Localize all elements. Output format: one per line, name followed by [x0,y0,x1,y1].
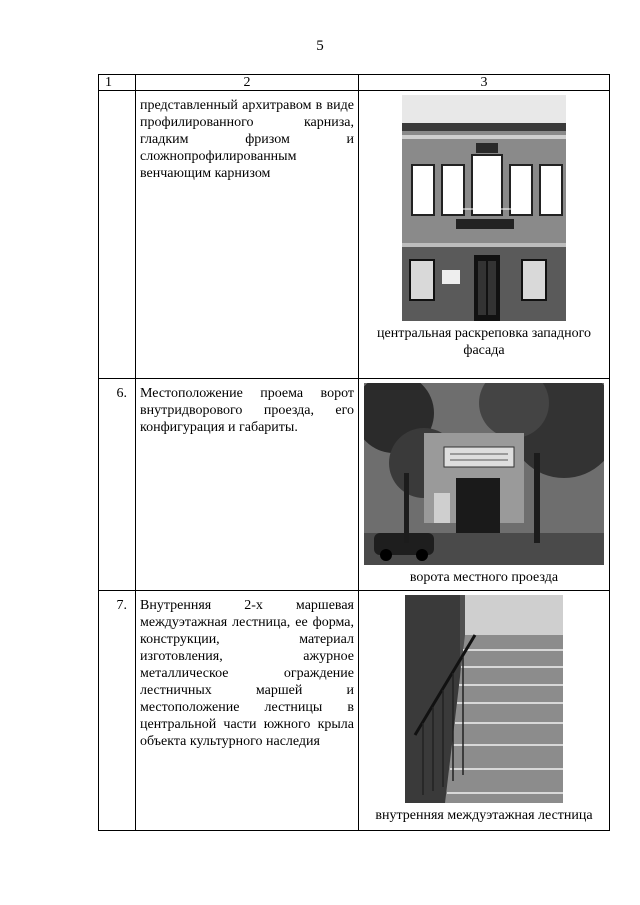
row-description [136,91,359,379]
row-number: 6. [99,379,136,591]
table-header-row [99,75,610,91]
row-description [136,379,359,591]
photo-caption: центральная раскреповка западного фасада [377,326,591,358]
photo-caption: ворота местного проезда [409,570,559,585]
header-col-1: 1 [99,75,136,91]
header-col-3: 3 [359,75,610,91]
interior-staircase-photo [405,595,563,803]
row-number: 7. [99,591,136,831]
row-photo-cell [359,91,610,379]
photo-caption: внутренняя междуэтажная лестница [375,808,593,823]
row-description-text: представленный архитравом в виде профилированного карниза, гладким фризом и сложнопрофилированным венчающим карнизом [140,98,354,181]
table-row [99,591,610,831]
row-description-text: Местоположение проема ворот внутридворового проезда, его конфигурация и габариты. [140,386,354,435]
table-row [99,91,610,379]
table-row [99,379,610,591]
gate-passage-photo [364,383,604,565]
row-photo-cell [359,379,610,591]
row-photo-cell [359,591,610,831]
row-description-text: Внутренняя 2-х маршевая междуэтажная лестница, ее форма, конструкции, материал изготовления, ажурное металлическое ограждение лестничных маршей и местоположение лестницы в центральной части южного крыла объекта культурного наследия [140,598,354,749]
row-description [136,591,359,831]
building-facade-photo [402,95,566,321]
description-table [98,74,610,831]
row-number [99,91,136,379]
page-number: 5 [316,38,324,54]
header-col-2: 2 [136,75,359,91]
